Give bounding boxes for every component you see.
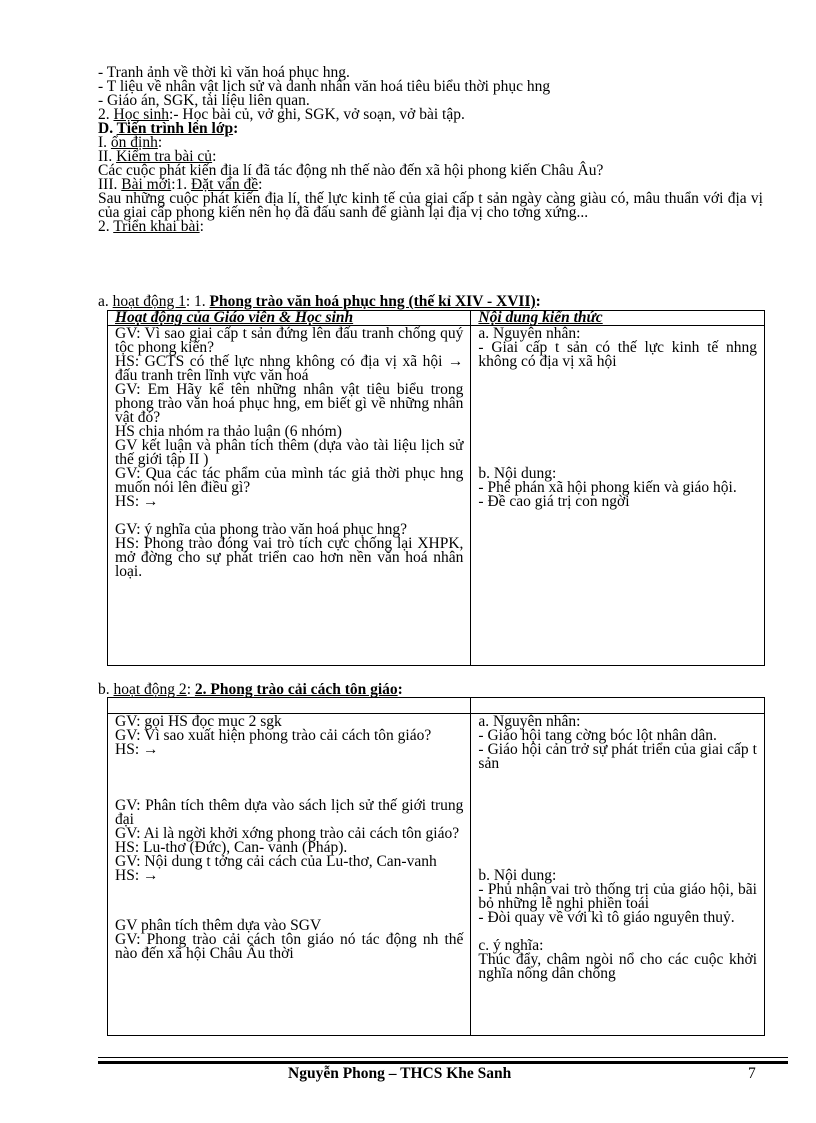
dialogue-line: GV: Nội dung t tởng cải cách của Lu-thơ, Can-vanh — [115, 853, 437, 870]
student-prep: 2. Học sinh:- Học bài củ, vở ghi, SGK, vở soạn, vở bài tập. — [98, 106, 465, 123]
dialogue-line: GV phân tích thêm dựa vào SGV — [115, 917, 322, 934]
activity-2-table — [107, 697, 765, 1036]
dialogue-line: GV: ý nghĩa của phong trào văn hoá phục hng? — [115, 521, 407, 538]
knowledge-line: c. ý nghĩa: — [478, 937, 544, 954]
footer-author: Nguyễn Phong – THCS Khe Sanh — [288, 1065, 512, 1082]
knowledge-line: Thúc đẩy, châm ngòi nổ cho các cuộc khởi nghĩa nông dân chống — [478, 951, 757, 982]
knowledge-line: - Phủ nhận vai trò thống trị của giáo hội, bãi bỏ những lễ nghi phiền toái — [478, 881, 757, 912]
review-question: Các cuộc phát kiến địa lí đã tác động nh thế nào đến xã hội phong kiến Châu Âu? — [98, 162, 604, 179]
page-number: 7 — [748, 1065, 756, 1082]
knowledge-line: b. Nội dung: — [478, 465, 557, 482]
knowledge-line: - Giáo hội tang cờng bóc lột nhân dân. — [478, 727, 717, 744]
knowledge-line: a. Nguyên nhân: — [478, 713, 581, 730]
knowledge-line: - Giai cấp t sản có thế lực kinh tế nhng không có địa vị xã hội — [478, 339, 757, 370]
dialogue-line: GV: Phong trào cải cách tôn giáo nó tác động nh thế nào đến xã hội Châu Âu thời — [115, 931, 464, 962]
intro-line: - Tranh ảnh về thời kì văn hoá phục hng. — [98, 64, 350, 81]
knowledge-line: - Phê phán xã hội phong kiến và giáo hội. — [478, 479, 737, 496]
activity-1-table — [107, 310, 765, 666]
dialogue-line: GV: Ai là ngời khởi xớng phong trào cải cách tôn giáo? — [115, 825, 460, 842]
knowledge-line: - Đề cao giá trị con ngời — [478, 493, 630, 510]
dialogue-line: GV: Qua các tác phẩm của mình tác giả thời phục hng muốn nói lên điều gì? — [115, 465, 464, 496]
activity-1-heading: a. hoạt động 1: 1. Phong trào văn hoá phục hng (thế kỉ XIV - XVII): — [98, 293, 541, 310]
header-teacher-student: Hoạt động của Giáo viên & Học sinh — [108, 311, 471, 326]
knowledge-line: a. Nguyên nhân: — [478, 325, 581, 342]
intro-paragraph: Sau những cuộc phát kiến địa lí, thế lực kinh tế của giai cấp t sản ngày càng giàu có, mâu thuẩn với địa vị của giai cấp phong kiến nên họ đã đấu sanh để giành lại địa vị cho tơng xứng... — [98, 190, 763, 221]
step-4: 2. Triển khai bài: — [98, 218, 204, 235]
dialogue-line: HS: GCTS có thế lực nhng không có địa vị xã hội → đấu tranh trên lĩnh vực văn hoá — [115, 353, 464, 384]
step-1: I. ổn định: — [98, 134, 163, 151]
dialogue-line: HS: → — [115, 493, 159, 510]
dialogue-line: GV: Vì sao xuất hiện phong trào cải cách tôn giáo? — [115, 727, 432, 744]
activity-2-heading: b. hoạt động 2: 2. Phong trào cải cách tôn giáo: — [98, 681, 403, 698]
activity-1-right-cell — [471, 326, 765, 666]
activity-2-right-cell — [471, 714, 765, 1036]
footer-rule-thick — [98, 1061, 788, 1064]
dialogue-line: HS: Phong trào đóng vai trò tích cực chống lại XHPK, mở đờng cho sự phát triển cao hơn nền văn hoá nhân loại. — [115, 535, 464, 580]
dialogue-line: HS: Lu-thơ (Đức), Can- vanh (Pháp). — [115, 839, 348, 856]
knowledge-line: b. Nội dung: — [478, 867, 557, 884]
dialogue-line: GV: Em Hãy kể tên những nhân vật tiêu biểu trong phong trào văn hoá phục hng, em biết gì về những nhân vật đó? — [115, 381, 464, 426]
dialogue-line: GV: Vì sao giai cấp t sản đứng lên đấu tranh chống quý tộc phong kiến? — [115, 325, 464, 356]
footer-rule — [98, 1057, 788, 1058]
step-3: III. Bài mới:1. Đặt vấn đề: — [98, 176, 263, 193]
intro-line: - Giáo án, SGK, tài liệu liên quan. — [98, 92, 310, 109]
activity-1-left-cell — [108, 326, 471, 666]
section-d-heading: D. Tiến trình lên lớp: — [98, 120, 239, 137]
dialogue-line: GV: gọi HS đọc mục 2 sgk — [115, 713, 282, 730]
step-2: II. Kiểm tra bài củ: — [98, 148, 217, 165]
knowledge-line: - Giáo hội cản trở sự phát triển của giai cấp t sản — [478, 741, 757, 772]
knowledge-line: - Đòi quay về với kì tô giáo nguyên thuỷ. — [478, 909, 735, 926]
dialogue-line: HS chia nhóm ra thảo luận (6 nhóm) — [115, 423, 342, 440]
dialogue-line: HS: → — [115, 867, 159, 884]
intro-block — [98, 66, 763, 234]
activity-2-left-cell — [108, 714, 471, 1036]
header-knowledge: Nội dung kiến thức — [471, 311, 765, 326]
dialogue-line: GV: Phân tích thêm dựa vào sách lịch sử thế giới trung đại — [115, 797, 464, 828]
intro-line: - T liệu về nhân vật lịch sử và danh nhân văn hoá tiêu biểu thời phục hng — [98, 78, 551, 95]
dialogue-line: GV kết luận và phân tích thêm (dựa vào tài liệu lịch sử thế giới tập II ) — [115, 437, 464, 468]
dialogue-line: HS: → — [115, 741, 159, 758]
